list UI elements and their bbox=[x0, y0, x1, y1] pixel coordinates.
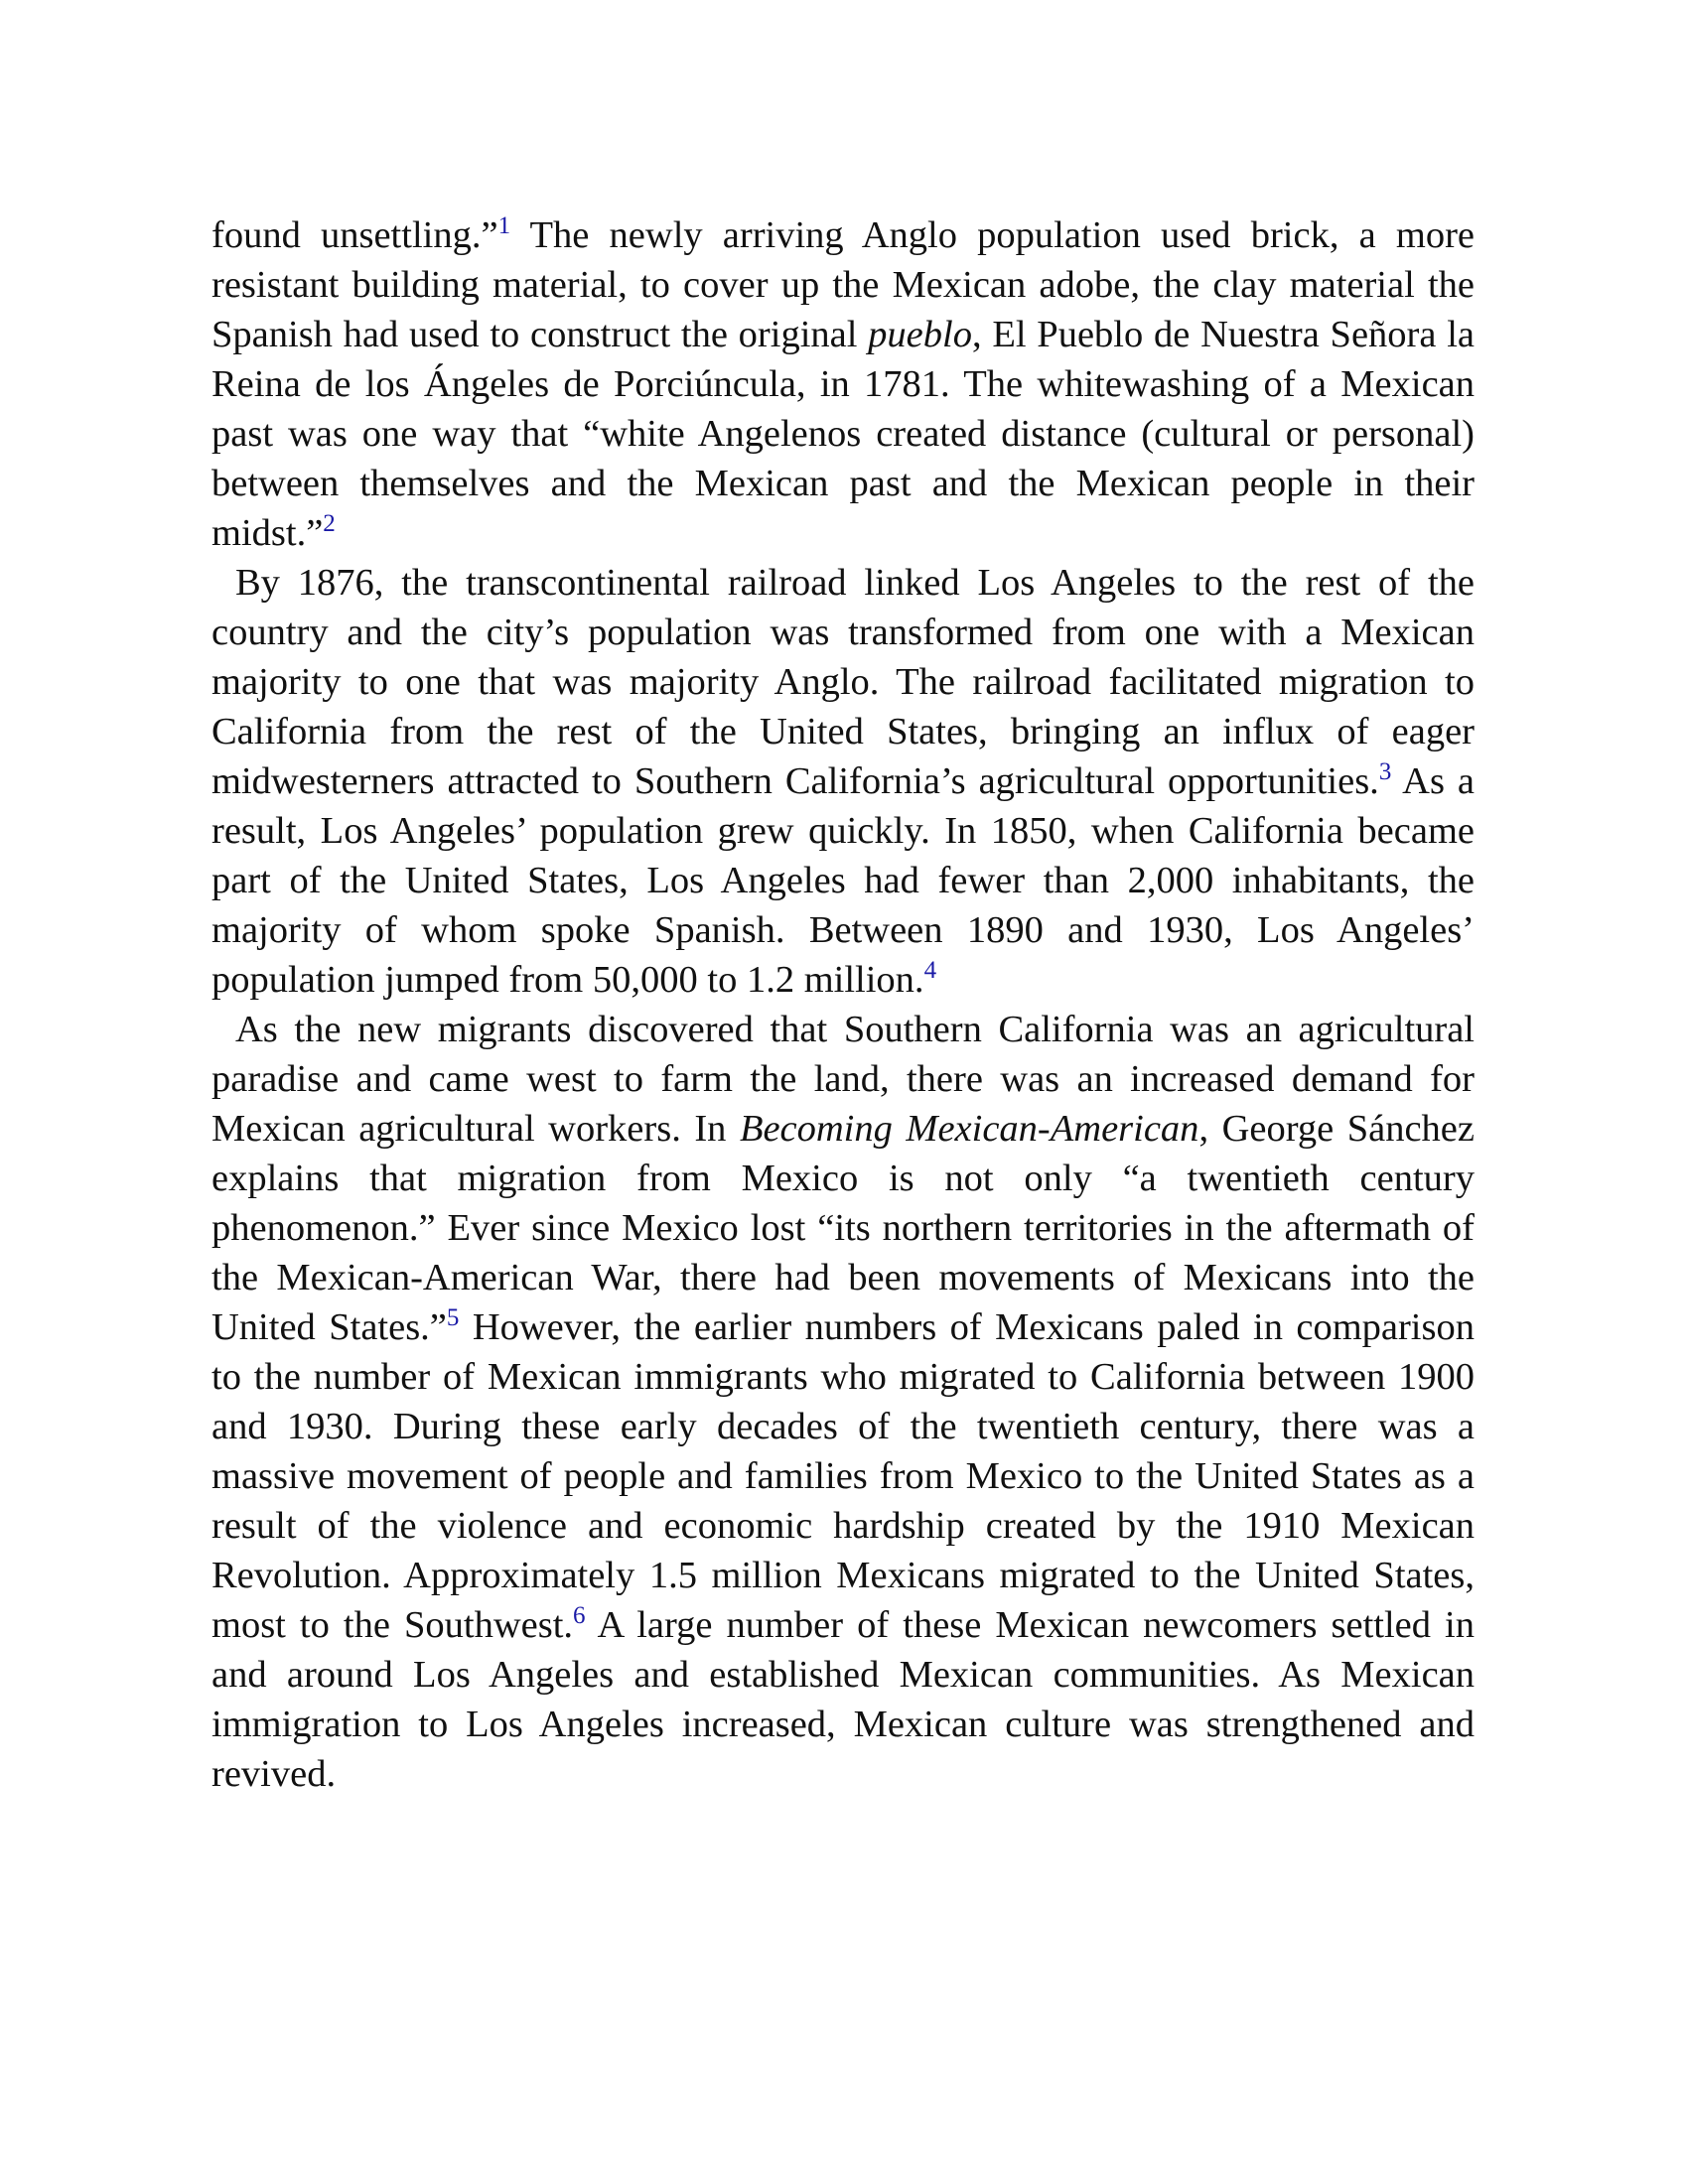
footnote-ref-4[interactable]: 4 bbox=[923, 957, 937, 984]
text-run: , George Sánchez explains that migration from Mexico is not only “a twentieth century phenomenon.” Ever since Mexico lost “its northern territories in the aftermath of the Mexican-American War, there had been movements of Mexicans into the United States.” bbox=[211, 1108, 1475, 1348]
text-run: By 1876, the transcontinental railroad linked Los Angeles to the rest of the country and the city’s population was transformed from one with a Mexican majority to one that was majority Anglo. The railroad facilitated migration to California from the rest of the United States, bringing an influx of eager midwesterners attracted to Southern California’s agricultural opportunities. bbox=[211, 562, 1475, 802]
text-run: The newly arriving Anglo population used brick, a more resistant building material, to cover up the Mexican adobe, the clay material the Spanish had used to construct the original bbox=[211, 214, 1475, 355]
text-run: , El Pueblo de Nuestra Señora la Reina de los Ángeles de Porciúncula, in 1781. The whitewashing of a Mexican past was one way that “white Angelenos created distance (cultural or personal) between themselves and the Mexican past and the Mexican people in their midst.” bbox=[211, 314, 1475, 554]
footnote-ref-3[interactable]: 3 bbox=[1378, 758, 1392, 785]
text-run: A large number of these Mexican newcomers settled in and around Los Angeles and established Mexican communities. As Mexican immigration to Los Angeles increased, Mexican culture was strengthened and revived. bbox=[211, 1604, 1475, 1795]
footnote-ref-6[interactable]: 6 bbox=[573, 1602, 586, 1629]
footnote-ref-5[interactable]: 5 bbox=[446, 1304, 460, 1331]
paragraph-3 bbox=[211, 1005, 1475, 1799]
text-run: As a result, Los Angeles’ population grew quickly. In 1850, when California became part of the United States, Los Angeles had fewer than 2,000 inhabitants, the majority of whom spoke Spanish. Between 1890 and 1930, Los Angeles’ population jumped from 50,000 to 1.2 million. bbox=[211, 760, 1475, 1001]
italic-book-title: Becoming Mexican-American bbox=[739, 1108, 1199, 1150]
paragraph-1 bbox=[211, 210, 1475, 558]
document-page bbox=[211, 210, 1475, 1799]
text-run: However, the earlier numbers of Mexicans paled in comparison to the number of Mexican immigrants who migrated to California between 1900 and 1930. During these early decades of the twentieth century, there was a massive movement of people and families from Mexico to the United States as a result of the violence and economic hardship created by the 1910 Mexican Revolution. Approximately 1.5 million Mexicans migrated to the United States, most to the Southwest. bbox=[211, 1306, 1475, 1646]
text-run: As the new migrants discovered that Southern California was an agricultural paradise and came west to farm the land, there was an increased demand for Mexican agricultural workers. In bbox=[211, 1009, 1475, 1150]
italic-term-pueblo: pueblo bbox=[868, 314, 972, 355]
footnote-ref-1[interactable]: 1 bbox=[497, 212, 511, 239]
paragraph-2 bbox=[211, 558, 1475, 1005]
footnote-ref-2[interactable]: 2 bbox=[323, 510, 336, 537]
text-run: found unsettling.” bbox=[211, 214, 498, 256]
